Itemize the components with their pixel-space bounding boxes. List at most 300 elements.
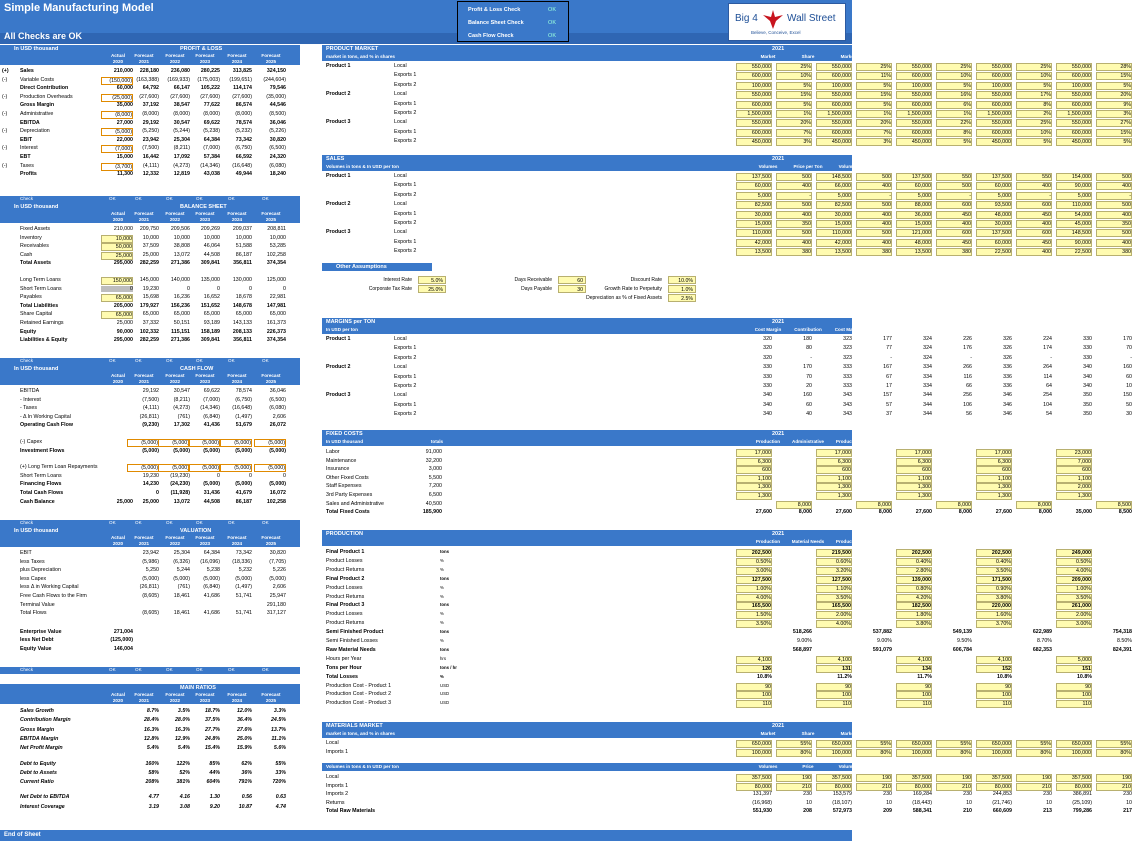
margins-cell: 116 bbox=[963, 373, 972, 380]
prod-cell: 165,500 bbox=[816, 602, 852, 610]
ratio-cell: 4.16 bbox=[179, 794, 190, 801]
cf-section-cell: 16,072 bbox=[269, 490, 286, 496]
valuation-cell: (7,705) bbox=[269, 558, 286, 565]
sales-cell: 350 bbox=[1096, 220, 1132, 228]
mm-unit2: Volumes in tons & In USD per ton bbox=[326, 764, 399, 770]
mm2-cell: 10 bbox=[806, 799, 812, 806]
sales-unit: Volumes in tons & In USD per ton bbox=[326, 164, 399, 169]
margins-cell: 226 bbox=[963, 336, 972, 342]
ratio-row bbox=[0, 778, 300, 787]
prod-label: Production Cost - Product 2 bbox=[326, 691, 392, 698]
sales-cell: 400 bbox=[776, 211, 812, 219]
cf-section-row bbox=[0, 447, 300, 456]
pl-section-cell: (35,000) bbox=[266, 93, 286, 100]
margins-product: Product 3 bbox=[326, 392, 351, 399]
bs-section-cell: 86,187 bbox=[235, 251, 252, 258]
fixed-cell: 27,600 bbox=[755, 509, 772, 516]
pm-cell: 600,000 bbox=[976, 129, 1012, 137]
prod-unit: tons bbox=[440, 575, 450, 581]
cf-section-cell: (6,840) bbox=[203, 413, 220, 420]
bs-section-row bbox=[0, 225, 300, 234]
mm2-cell: 80,000 bbox=[816, 783, 852, 791]
assump-value: 1.0% bbox=[668, 285, 696, 293]
assumptions-section bbox=[322, 263, 852, 307]
cf-section-cell: (11,928) bbox=[170, 490, 190, 496]
margins-cell: 256 bbox=[963, 392, 972, 399]
pl-section-cell: 86,574 bbox=[235, 102, 252, 109]
margins-cell: 350 bbox=[1083, 392, 1092, 399]
prod-cell: 110 bbox=[1056, 700, 1092, 708]
bs-section-cell: 44,508 bbox=[203, 251, 220, 258]
margins-row bbox=[322, 344, 1132, 353]
bs-section-check: OK bbox=[166, 358, 173, 363]
prod-label: Product Losses bbox=[326, 584, 363, 591]
cf-section-cell: (6,750) bbox=[235, 396, 252, 403]
pl-section-row bbox=[0, 162, 300, 171]
mm-col2: Price bbox=[882, 764, 894, 770]
prod-row bbox=[322, 673, 1092, 681]
prod-cell: 622,989 bbox=[1032, 629, 1052, 636]
pl-section-cell: (244,604) bbox=[263, 76, 286, 83]
prod-cell: 11.2% bbox=[837, 673, 852, 680]
mm2-cell: 131,397 bbox=[752, 791, 772, 798]
sales-market: Exports 2 bbox=[394, 191, 417, 198]
cf-section-label: - Taxes bbox=[20, 405, 37, 412]
mm-col: Market bbox=[1080, 731, 1096, 736]
cf-section-cell: (5,000) bbox=[269, 481, 286, 488]
bs-section-row bbox=[0, 242, 300, 251]
prod-label: Hours per Year bbox=[326, 655, 362, 662]
cf-section-cell: (5,000) bbox=[269, 447, 286, 454]
valuation-cell: 51,741 bbox=[235, 610, 252, 617]
sales-cell: 450 bbox=[936, 239, 972, 247]
valuation-yy: 2025 bbox=[265, 541, 277, 546]
prod-unit: % bbox=[440, 673, 444, 679]
cf-section-label: Investment Flows bbox=[20, 447, 65, 454]
ev-label: Equity Value bbox=[20, 646, 52, 652]
mm2-cell: 210 bbox=[1016, 783, 1052, 791]
margins-cell: 66 bbox=[966, 383, 972, 389]
pl-section-cell: 64,384 bbox=[203, 136, 220, 143]
pm-cell: 3% bbox=[776, 138, 812, 146]
cf-section-cell: 78,574 bbox=[235, 388, 252, 394]
valuation-cell: 317,127 bbox=[266, 610, 286, 617]
bs-section-cell: 37,332 bbox=[142, 320, 159, 326]
mm2-row bbox=[322, 782, 1131, 791]
mm-year: 2025 bbox=[1092, 723, 1105, 729]
bs-section-label: Retained Earnings bbox=[20, 320, 64, 326]
margins-year: 2023 bbox=[932, 319, 945, 325]
sales-cell: 500 bbox=[776, 229, 812, 237]
margins-cell: 330 bbox=[1083, 345, 1092, 352]
pm-year: 2023 bbox=[932, 46, 945, 52]
sales-cell: 500 bbox=[856, 229, 892, 237]
sales-cell: 13,500 bbox=[736, 248, 772, 256]
cf-check[interactable]: Cash Flow Check OK bbox=[468, 33, 556, 39]
pl-section-cell: 16,442 bbox=[142, 154, 159, 160]
prod-cell: 9.00% bbox=[876, 638, 892, 644]
margins-cell: 340 bbox=[763, 411, 772, 418]
margins-cell: 334 bbox=[923, 373, 932, 380]
ratio-cell: 5.4% bbox=[146, 745, 159, 752]
ratio-cell: 12.9% bbox=[174, 735, 190, 742]
ratios-yy: 2024 bbox=[231, 698, 243, 703]
ev-label: Enterprise Value bbox=[20, 628, 62, 635]
bs-section-header bbox=[0, 203, 300, 211]
pl-section-yy: 2023 bbox=[199, 59, 211, 64]
margins-year: 2021 bbox=[772, 319, 785, 325]
bs-section-cell: 0 bbox=[101, 286, 133, 292]
cf-section-cell: (9,230) bbox=[142, 422, 159, 429]
sales-cell: 550 bbox=[936, 173, 972, 181]
sales-cell: 42,000 bbox=[736, 239, 772, 247]
prod-row bbox=[322, 548, 1091, 556]
fixed-row bbox=[322, 465, 1091, 474]
valuation-cell: (16,096) bbox=[200, 558, 220, 565]
prod-row bbox=[322, 593, 1091, 601]
pm-market: Local bbox=[394, 119, 407, 126]
bs-section-cell: 282,259 bbox=[139, 260, 159, 267]
mm-year: 2021 bbox=[772, 723, 785, 729]
fixed-cell: 1,300 bbox=[1056, 492, 1092, 500]
pm-year: 2025 bbox=[1092, 46, 1105, 52]
pl-section-yy: 2024 bbox=[231, 59, 243, 64]
cf-section-cell: 36,046 bbox=[269, 388, 286, 394]
pm-market: Exports 2 bbox=[394, 110, 417, 116]
pl-section-cell: 15,000 bbox=[116, 154, 133, 160]
ratio-label: Interest Coverage bbox=[20, 803, 65, 810]
prod-year: 2023 bbox=[932, 531, 945, 537]
valuation-label: Total Flows bbox=[20, 610, 47, 617]
prod-cell: 1.00% bbox=[736, 585, 772, 593]
bs-section-cell: 295,000 bbox=[113, 260, 133, 267]
cf-section-row bbox=[0, 498, 300, 507]
cf-section-cell: 19,230 bbox=[142, 472, 159, 479]
valuation-cell: (8,605) bbox=[142, 593, 159, 599]
pl-section-yt: Forecast bbox=[261, 53, 281, 58]
materials-market-section bbox=[322, 722, 1135, 828]
sales-cell: 500 bbox=[1096, 173, 1132, 181]
prod-cell: 90 bbox=[1056, 683, 1092, 691]
prod-col: Material Needs bbox=[1111, 539, 1145, 544]
sales-cell: 93,500 bbox=[976, 201, 1012, 209]
sales-cell: 5,000 bbox=[1056, 192, 1092, 200]
mm-cell: 650,000 bbox=[976, 740, 1012, 748]
cf-section-cell: (5,000) bbox=[254, 464, 286, 472]
cf-section-cell: 41,436 bbox=[203, 422, 220, 429]
fixed-cell: 7,000 bbox=[1056, 458, 1092, 466]
assump-value: 25.0% bbox=[418, 285, 446, 293]
pm-cell: 600,000 bbox=[816, 72, 852, 80]
pl-section-cell: 30,820 bbox=[269, 136, 286, 143]
pl-section-unit: In USD thousand bbox=[14, 46, 59, 52]
mm2-cell: 660,609 bbox=[992, 808, 1012, 814]
mm2-row bbox=[322, 773, 1131, 782]
cf-section-cell: 0 bbox=[249, 472, 252, 479]
pm-cell: 450,000 bbox=[1056, 138, 1092, 146]
pm-year: 2024 bbox=[1012, 46, 1025, 52]
sales-cell: 15,000 bbox=[896, 220, 932, 228]
fixed-year: 2025 bbox=[1092, 431, 1105, 437]
pl-section-cell: 69,622 bbox=[203, 119, 220, 126]
cf-section-cell: (4,273) bbox=[173, 405, 190, 412]
cf-section-check: OK bbox=[228, 520, 235, 525]
cf-section-cell: (5,000) bbox=[188, 464, 220, 472]
valuation-cell: 5,232 bbox=[238, 567, 252, 574]
fixed-cell: 1,100 bbox=[896, 475, 932, 483]
sales-cell: 600 bbox=[1016, 229, 1052, 237]
mm-cell: 80% bbox=[776, 749, 812, 757]
margins-cell: 346 bbox=[1003, 392, 1012, 399]
pm-market: Local bbox=[394, 91, 407, 98]
ratio-cell: 24.8% bbox=[204, 735, 220, 742]
valuation-title: VALUATION bbox=[180, 528, 212, 534]
fixed-col: Administrative bbox=[1032, 439, 1064, 444]
pl-section-cell: 79,546 bbox=[269, 85, 286, 92]
ratio-cell: 37.5% bbox=[204, 717, 220, 724]
prod-cell: 4.20% bbox=[896, 594, 932, 602]
valuation-yt: Forecast bbox=[165, 535, 185, 540]
margins-cell: 20 bbox=[806, 383, 812, 389]
mm2-cell: 190 bbox=[1016, 774, 1052, 782]
fixed-cell: 6,300 bbox=[816, 458, 852, 466]
pm-cell: 5% bbox=[1096, 138, 1132, 146]
pl-section-cell: 114,174 bbox=[233, 85, 252, 92]
sales-cell: 400 bbox=[1016, 220, 1052, 228]
sales-cell: 48,000 bbox=[896, 239, 932, 247]
sales-cell: 60,000 bbox=[976, 182, 1012, 190]
ratio-label: Contribution Margin bbox=[20, 717, 71, 724]
prod-year: 2025 bbox=[1092, 531, 1105, 537]
fixed-cell: 8,000 bbox=[776, 501, 812, 509]
mm-cell: 55% bbox=[856, 740, 892, 748]
mm-label: Local bbox=[326, 740, 339, 746]
bs-section-cell: 125,000 bbox=[266, 277, 286, 283]
pl-section-check-row bbox=[0, 196, 300, 203]
pl-section-row bbox=[0, 110, 300, 119]
sales-cell: 400 bbox=[936, 220, 972, 228]
fixed-row bbox=[322, 500, 1131, 509]
mm2-cell: 230 bbox=[1123, 791, 1132, 798]
margins-cell: 340 bbox=[1083, 383, 1092, 389]
pm-col: Share bbox=[961, 54, 975, 59]
prod-cell: 165,500 bbox=[736, 602, 772, 610]
mm2-label: Returns bbox=[326, 799, 345, 806]
ratio-cell: 122% bbox=[176, 760, 190, 767]
pm-cell: 5% bbox=[776, 82, 812, 90]
mm2-cell: (18,107) bbox=[832, 799, 852, 806]
mm2-cell: 80,000 bbox=[976, 783, 1012, 791]
valuation-cell: 2,606 bbox=[272, 584, 286, 591]
margins-cell: 70 bbox=[1126, 345, 1132, 352]
valuation-unit: In USD thousand bbox=[14, 528, 59, 534]
margins-market: Local bbox=[394, 364, 407, 371]
sales-cell: 5,000 bbox=[736, 192, 772, 200]
fixed-total: 91,000 bbox=[425, 449, 442, 455]
assump-header bbox=[322, 263, 432, 271]
cf-section-cell: (5,000) bbox=[158, 464, 190, 472]
mm2-label: Imports 2 bbox=[326, 791, 349, 798]
sales-section bbox=[322, 155, 1143, 259]
pl-section-label: Variable Costs bbox=[20, 76, 55, 83]
pl-section-cell: 60,000 bbox=[116, 85, 133, 92]
bs-section-check: OK bbox=[262, 358, 269, 363]
pl-section-sign: (-) bbox=[2, 93, 8, 100]
fixed-col: Administrative bbox=[952, 439, 984, 444]
pm-row bbox=[322, 62, 1131, 71]
pm-cell: 15% bbox=[1096, 72, 1132, 80]
margins-cell: 344 bbox=[923, 392, 932, 399]
valuation-cell: (26,811) bbox=[139, 584, 159, 591]
fixed-unit: In USD thousand bbox=[326, 439, 364, 444]
pl-section-yt: Forecast bbox=[227, 53, 247, 58]
bs-section-cell: 25,000 bbox=[101, 252, 133, 260]
pm-cell: 1,500,000 bbox=[1056, 110, 1092, 118]
margins-cell: 333 bbox=[843, 373, 852, 380]
valuation-row bbox=[0, 583, 300, 592]
ratio-cell: 55% bbox=[275, 760, 286, 767]
prod-label: Final Product 2 bbox=[326, 575, 365, 582]
pm-row bbox=[322, 118, 1131, 127]
fixed-col: Administrative bbox=[872, 439, 904, 444]
bs-check[interactable]: Balance Sheet Check OK bbox=[468, 20, 556, 26]
bs-section-yt: Forecast bbox=[227, 211, 247, 216]
ratio-cell: 24.5% bbox=[270, 717, 286, 724]
mm-title: MATERIALS MARKET bbox=[326, 723, 383, 729]
bs-section-yt: Forecast bbox=[134, 211, 154, 216]
valuation-label: Free Cash Flows to the Firm bbox=[20, 593, 87, 599]
pm-cell: 9% bbox=[1096, 101, 1132, 109]
pl-section-cell: 17,092 bbox=[173, 154, 190, 160]
cf-section-cell: (14,346) bbox=[200, 405, 220, 412]
sales-cell: 22,500 bbox=[1056, 248, 1092, 256]
pl-check[interactable]: Profit & Loss Check OK bbox=[468, 7, 556, 13]
cf-section-cell: (5,000) bbox=[173, 447, 190, 454]
ratios-yy: 2022 bbox=[169, 698, 181, 703]
margins-cell: 343 bbox=[843, 401, 852, 408]
sales-row bbox=[322, 247, 1131, 256]
sales-cell: 121,000 bbox=[896, 229, 932, 237]
pl-section-cell: (6,750) bbox=[235, 145, 252, 152]
prod-col: Material Needs bbox=[1031, 539, 1065, 544]
sales-cell: 500 bbox=[856, 201, 892, 209]
margins-market: Local bbox=[394, 336, 407, 342]
ratios-yt: Forecast bbox=[261, 692, 281, 697]
prod-cell: 3.50% bbox=[816, 594, 852, 602]
margins-cell: 340 bbox=[763, 392, 772, 399]
fixed-costs-section bbox=[322, 430, 1144, 522]
bs-section-check: OK bbox=[109, 358, 116, 363]
pm-cell: 100,000 bbox=[736, 82, 772, 90]
valuation-cell: (18,336) bbox=[232, 558, 252, 565]
prod-unit: USD bbox=[440, 700, 450, 706]
cf-section-cell: (6,500) bbox=[269, 396, 286, 403]
cf-section-cell: 31,436 bbox=[203, 490, 220, 496]
ratio-cell: 52% bbox=[179, 769, 190, 776]
fixed-row bbox=[322, 474, 1091, 483]
pm-cell: 25% bbox=[1016, 63, 1052, 71]
sales-col: Price per Ton bbox=[793, 164, 823, 169]
bs-section-yy: 2021 bbox=[138, 217, 150, 222]
pm-cell: 1% bbox=[856, 110, 892, 118]
bs-section-check: OK bbox=[135, 358, 142, 363]
mm-cols bbox=[322, 730, 1135, 738]
sales-cell: 400 bbox=[1096, 239, 1132, 247]
pl-section-cell: 66,147 bbox=[173, 85, 190, 92]
pm-cell: 1,500,000 bbox=[816, 110, 852, 118]
cf-section-label: EBITDA bbox=[20, 388, 40, 394]
mm2-cell: 80,000 bbox=[736, 783, 772, 791]
cf-section bbox=[0, 365, 300, 527]
assump-value: 30 bbox=[558, 285, 586, 293]
sales-cell: 500 bbox=[776, 201, 812, 209]
fixed-cell: 2,000 bbox=[1056, 483, 1092, 491]
sales-row bbox=[322, 238, 1131, 247]
margins-cell: 333 bbox=[843, 383, 852, 389]
fixed-cell: 600 bbox=[976, 466, 1012, 474]
bs-section-cell: 65,000 bbox=[173, 311, 190, 318]
fixed-row bbox=[322, 482, 1091, 491]
bs-section-row bbox=[0, 319, 300, 328]
pm-cell: 1,500,000 bbox=[736, 110, 772, 118]
prod-cell: 568,897 bbox=[792, 646, 812, 653]
bs-section-cell: 271,386 bbox=[170, 260, 190, 267]
margins-cell: 70 bbox=[806, 373, 812, 380]
cf-section-cell: (24,230) bbox=[170, 481, 190, 488]
pm-cell: 16% bbox=[936, 91, 972, 99]
valuation-check: OK bbox=[166, 667, 173, 672]
ratio-label: Current Ratio bbox=[20, 779, 54, 786]
fixed-row bbox=[322, 508, 1132, 517]
sales-cell: 550 bbox=[1016, 173, 1052, 181]
mm-col2: Price bbox=[802, 764, 814, 770]
valuation-cell: 25,304 bbox=[173, 550, 190, 556]
fixed-cell: 8,500 bbox=[1096, 501, 1132, 509]
pm-cell: 25% bbox=[1016, 119, 1052, 127]
pl-section-cell: (8,000) bbox=[142, 111, 159, 117]
cf-section-row bbox=[0, 480, 300, 489]
prod-cell: 0.50% bbox=[736, 558, 772, 566]
pm-col: Market bbox=[1000, 54, 1016, 59]
bs-section-cell: 295,000 bbox=[113, 337, 133, 344]
pm-row bbox=[322, 71, 1131, 80]
pl-section-cell: 105,222 bbox=[200, 85, 220, 92]
pl-section-row bbox=[0, 76, 300, 85]
valuation-cell: (5,000) bbox=[173, 575, 190, 582]
sales-cell: 90,000 bbox=[1056, 182, 1092, 190]
pm-cell: 5% bbox=[776, 101, 812, 109]
cf-section-label: (+) Long Term Loan Repayments bbox=[20, 464, 98, 471]
ratio-cell: 12.0% bbox=[236, 708, 252, 714]
ratios-header bbox=[0, 684, 300, 692]
sales-cell: 380 bbox=[776, 248, 812, 256]
pl-section-cell: (150,000) bbox=[101, 77, 133, 85]
margins-cell: 340 bbox=[763, 401, 772, 408]
valuation-cell: (1,497) bbox=[235, 584, 252, 591]
margins-col: Contribution bbox=[794, 327, 822, 332]
mm2-row bbox=[322, 790, 1132, 799]
margins-cell: 106 bbox=[963, 401, 972, 408]
ev-row bbox=[0, 636, 300, 645]
sales-row bbox=[322, 210, 1131, 219]
pm-row bbox=[322, 100, 1131, 109]
pl-section-cell: 38,547 bbox=[173, 102, 190, 109]
pm-cell: 8% bbox=[936, 129, 972, 137]
bs-section-cell: 179,927 bbox=[139, 302, 159, 309]
mm2-cell: 210 bbox=[776, 783, 812, 791]
valuation-cell: 5,226 bbox=[272, 567, 286, 574]
prod-cell: 1.60% bbox=[976, 611, 1012, 619]
